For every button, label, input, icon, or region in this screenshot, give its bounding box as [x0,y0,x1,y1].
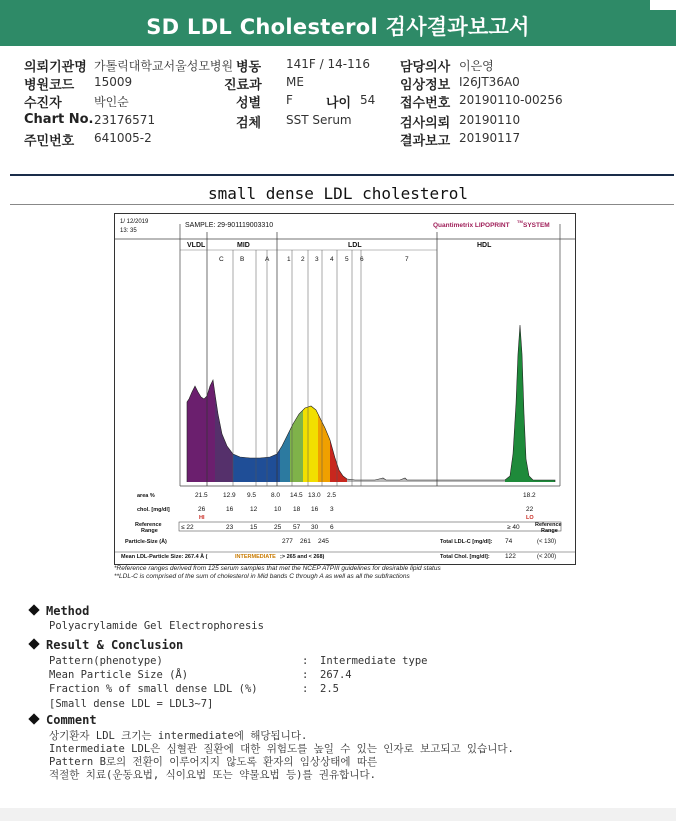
request-date-value: 20190110 [459,113,521,127]
ref-row-label: Reference [135,522,162,528]
ref-right-label-2: Range [541,528,558,534]
total-chol-label: Total Chol. [mg/dl]: [440,554,490,560]
band-label-B: B [240,256,245,263]
hospital-code-value: 15009 [94,75,133,89]
clinical-info-label: 임상정보 [400,78,451,93]
comment-line: Pattern B로의 전환이 이루어지지 않도록 환자의 임상상태에 따른 [49,756,378,768]
total-ldl-label: Total LDL-C [mg/dl]: [440,539,493,545]
chart-no-label: Chart No. [24,112,94,127]
group-hdl: HDL [477,242,492,249]
chol-value: 12 [250,506,258,513]
area-value: 9.5 [247,492,257,499]
report-title: SD LDL Cholesterol 검사결과보고서 [146,15,530,39]
chart-no-value: 23176571 [94,113,156,127]
chart-date: 1/ 12/2019 [120,219,149,225]
result-note: [Small dense LDL = LDL3~7] [49,698,214,710]
total-ldl-value: 74 [505,538,513,545]
comment-line: 상기환자 LDL 크기는 intermediate에 해당됩니다. [49,730,308,742]
ref-value: 15 [250,524,258,531]
chol-flag-hi: HI [199,515,205,521]
mean-size-type: INTERMEDIATE [235,554,276,560]
report-date-label: 결과보고 [400,134,451,149]
ward-label: 병동 [236,60,262,75]
chart-brand: Quantimetrix LIPOPRINT [433,222,510,229]
result-row-label: Pattern(phenotype) [49,655,163,667]
area-value: 8.0 [271,492,281,499]
mean-size-rest: ;> 265 and < 268) [280,554,325,560]
diamond-bullet-icon [28,713,39,724]
band-label-2: 2 [301,256,305,263]
department-label: 진료과 [224,78,262,93]
ref-value: ≥ 40 [507,524,520,531]
area-value: 21.5 [195,492,208,499]
diamond-bullet-icon [28,638,39,649]
sex-value: F [286,93,293,107]
receipt-no-value: 20190110-00256 [459,93,563,107]
section-divider-top [10,174,674,176]
total-chol-ref: (< 200) [537,554,557,560]
ref-value: 57 [293,524,301,531]
method-text: Polyacrylamide Gel Electrophoresis [49,620,264,632]
result-row-sep: : [302,669,309,681]
receipt-no-label: 접수번호 [400,96,451,111]
ldl-tail-fill [347,304,505,482]
ldl3-fill [330,304,347,482]
comment-heading-text: Comment [46,713,97,727]
chol-value: 16 [226,506,234,513]
result-row-value: Intermediate type [320,655,428,667]
area-value: 2.5 [327,492,337,499]
method-heading-text: Method [46,604,90,618]
lipoprint-svg [115,214,575,564]
hospital-code-label: 병원코드 [24,78,75,93]
chol-value: 26 [198,506,206,513]
resident-no-label: 주민번호 [24,134,75,149]
specimen-label: 검체 [236,116,262,131]
chol-value: 10 [274,506,282,513]
band-label-A: A [265,256,270,263]
request-date-label: 검사의뢰 [400,116,451,131]
patient-value: 박인순 [94,95,129,109]
band-label-6: 6 [360,256,364,263]
page-bottom-strip [0,808,676,821]
institution-value: 가톨릭대학교서울성모병원 [94,59,234,73]
band-label-1: 1 [287,256,291,263]
chart-brand-system: SYSTEM [523,222,550,229]
group-vldl: VLDL [187,242,206,249]
ref-value: 23 [226,524,234,531]
band-label-4: 4 [330,256,334,263]
area-value: 13.0 [308,492,321,499]
total-chol-value: 122 [505,553,516,560]
result-heading [30,638,183,652]
lipoprint-chart [114,213,576,565]
banner-corner [650,0,676,10]
particle-size-label: Particle-Size (Å) [125,539,167,545]
band-label-5: 5 [345,256,349,263]
chol-flag-lo: LO [526,515,534,521]
comment-line: Intermediate LDL은 심혈관 질환에 대한 위험도를 높일 수 있는 인자로 보고되고 있습니다. [49,743,514,755]
mid-c-fill [215,304,233,482]
department-value: ME [286,75,304,89]
result-row-label: Fraction % of small dense LDL (%) [49,683,258,695]
institution-label: 의뢰기관명 [24,60,87,75]
mean-size-label: Mean LDL-Particle Size: 267.4 Å ( [121,554,208,560]
doctor-label: 담당의사 [400,60,451,75]
result-row-sep: : [302,655,309,667]
ldl2-fill [318,304,330,482]
patient-info [0,52,676,152]
ref-right-label: Reference [535,522,562,528]
area-value: 18.2 [523,492,536,499]
particle-size-277: 277 [282,538,293,545]
comment-heading [30,713,97,727]
comment-line: 적절한 치료(운동요법, 식이요법 또는 약물요법 등)를 권유합니다. [49,769,376,781]
hdl-fill [505,304,555,482]
ref-value: 25 [274,524,282,531]
ref-range-box [179,522,561,531]
band-label-3: 3 [315,256,319,263]
total-ldl-ref: (< 130) [537,539,557,545]
particle-size-261: 261 [300,538,311,545]
band-label-7: 7 [405,256,409,263]
ref-row-label-2: Range [141,528,158,534]
footnote-2: **LDL-C is comprised of the sum of cholesterol in Mid bands C through A as well as all the subfractions [114,573,410,580]
area-value: 14.5 [290,492,303,499]
group-ldl: LDL [348,242,362,249]
method-heading [30,604,89,618]
area-value: 12.9 [223,492,236,499]
ldl1-fill [303,304,318,482]
area-row-label: area % [137,493,155,499]
sex-label: 성별 [236,96,262,111]
age-value: 54 [360,93,376,107]
result-row-label: Mean Particle Size (Å) [49,669,189,681]
section-divider-bottom [10,204,674,205]
age-label: 나이 [326,96,352,111]
doctor-value: 이은영 [459,59,494,73]
particle-size-245: 245 [318,538,329,545]
mid-a-fill [280,304,290,482]
footnote-1: *Reference ranges derived from 125 serum samples that met the NCEP ATPIII guidelines for desirable lipid status [114,565,441,572]
report-banner [0,0,676,46]
chol-row-label: chol. [mg/dl] [137,507,170,513]
chart-sample: SAMPLE: 29-901119003310 [185,222,274,229]
ref-value: ≤ 22 [181,524,194,531]
patient-label: 수진자 [24,96,62,111]
group-mid: MID [237,242,250,249]
result-row-value: 2.5 [320,683,339,695]
result-heading-text: Result & Conclusion [46,638,184,652]
chol-value: 18 [293,506,301,513]
ref-value: 30 [311,524,319,531]
chol-value: 22 [526,506,534,513]
result-row-sep: : [302,683,309,695]
specimen-value: SST Serum [286,113,352,127]
vldl-fill [187,304,215,482]
profile-fill-group [187,304,555,482]
report-date-value: 20190117 [459,131,521,145]
resident-no-value: 641005-2 [94,131,152,145]
band-label-C: C [219,256,224,263]
clinical-info-value: I26JT36A0 [459,75,520,89]
ward-value: 141F / 14-116 [286,57,370,71]
chart-time: 13: 35 [120,228,137,234]
chol-value: 16 [311,506,319,513]
mid-b-fill [233,304,280,482]
result-row-value: 267.4 [320,669,352,681]
chart-brand-tm: TM [517,219,523,224]
chol-value: 3 [330,506,334,513]
chart-title: small dense LDL cholesterol [207,184,469,203]
diamond-bullet-icon [28,604,39,615]
ref-value: 6 [330,524,334,531]
